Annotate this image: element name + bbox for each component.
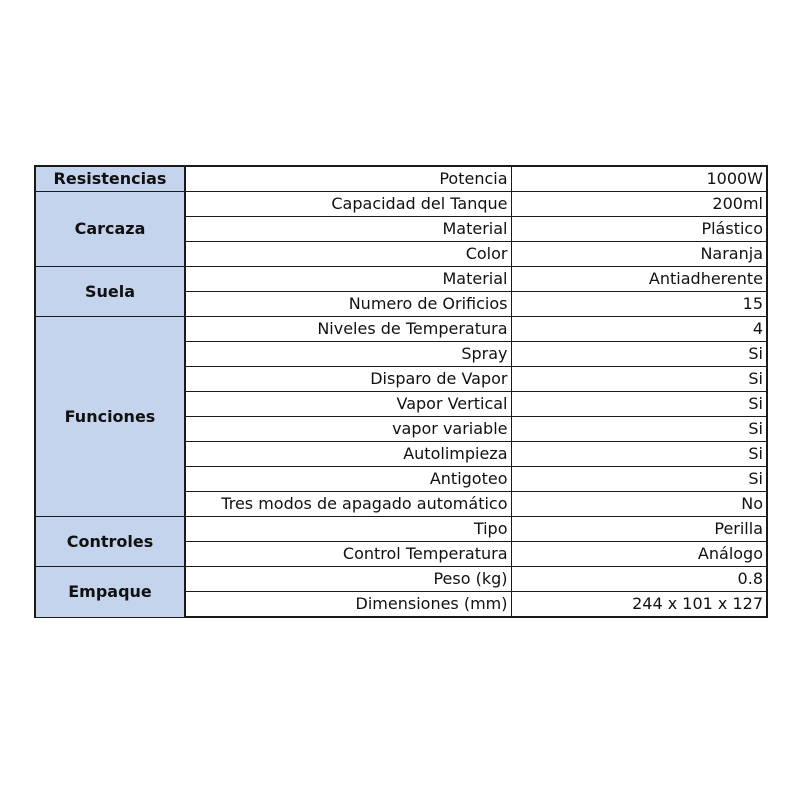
group-label-funciones: Funciones xyxy=(35,317,185,517)
value-cell: Naranja xyxy=(511,242,767,267)
feature-cell: Control Temperatura xyxy=(185,542,511,567)
feature-cell: Spray xyxy=(185,342,511,367)
value-cell: 200ml xyxy=(511,192,767,217)
value-cell: Si xyxy=(511,342,767,367)
value-cell: Si xyxy=(511,442,767,467)
feature-cell: Potencia xyxy=(185,166,511,192)
feature-cell: Peso (kg) xyxy=(185,567,511,592)
value-cell: 244 x 101 x 127 xyxy=(511,592,767,618)
value-cell: Plástico xyxy=(511,217,767,242)
feature-cell: Autolimpieza xyxy=(185,442,511,467)
table-row xyxy=(35,317,767,342)
group-label-carcaza: Carcaza xyxy=(35,192,185,267)
value-cell: 15 xyxy=(511,292,767,317)
feature-cell: Niveles de Temperatura xyxy=(185,317,511,342)
table-row xyxy=(35,192,767,217)
feature-cell: vapor variable xyxy=(185,417,511,442)
value-cell: Si xyxy=(511,467,767,492)
feature-cell: Capacidad del Tanque xyxy=(185,192,511,217)
value-cell: Antiadherente xyxy=(511,267,767,292)
value-cell: Si xyxy=(511,417,767,442)
feature-cell: Tipo xyxy=(185,517,511,542)
value-cell: 4 xyxy=(511,317,767,342)
feature-cell: Tres modos de apagado automático xyxy=(185,492,511,517)
value-cell: 1000W xyxy=(511,166,767,192)
spec-table-body xyxy=(35,166,767,617)
value-cell: No xyxy=(511,492,767,517)
table-row xyxy=(35,517,767,542)
feature-cell: Material xyxy=(185,217,511,242)
group-label-controles: Controles xyxy=(35,517,185,567)
spec-table xyxy=(34,165,768,618)
feature-cell: Disparo de Vapor xyxy=(185,367,511,392)
table-row xyxy=(35,567,767,592)
value-cell: Perilla xyxy=(511,517,767,542)
table-row xyxy=(35,166,767,192)
value-cell: Si xyxy=(511,367,767,392)
value-cell: Análogo xyxy=(511,542,767,567)
feature-cell: Antigoteo xyxy=(185,467,511,492)
feature-cell: Numero de Orificios xyxy=(185,292,511,317)
feature-cell: Color xyxy=(185,242,511,267)
feature-cell: Dimensiones (mm) xyxy=(185,592,511,618)
group-label-resistencias: Resistencias xyxy=(35,166,185,192)
group-label-empaque: Empaque xyxy=(35,567,185,618)
feature-cell: Vapor Vertical xyxy=(185,392,511,417)
value-cell: 0.8 xyxy=(511,567,767,592)
value-cell: Si xyxy=(511,392,767,417)
table-row xyxy=(35,267,767,292)
group-label-suela: Suela xyxy=(35,267,185,317)
feature-cell: Material xyxy=(185,267,511,292)
